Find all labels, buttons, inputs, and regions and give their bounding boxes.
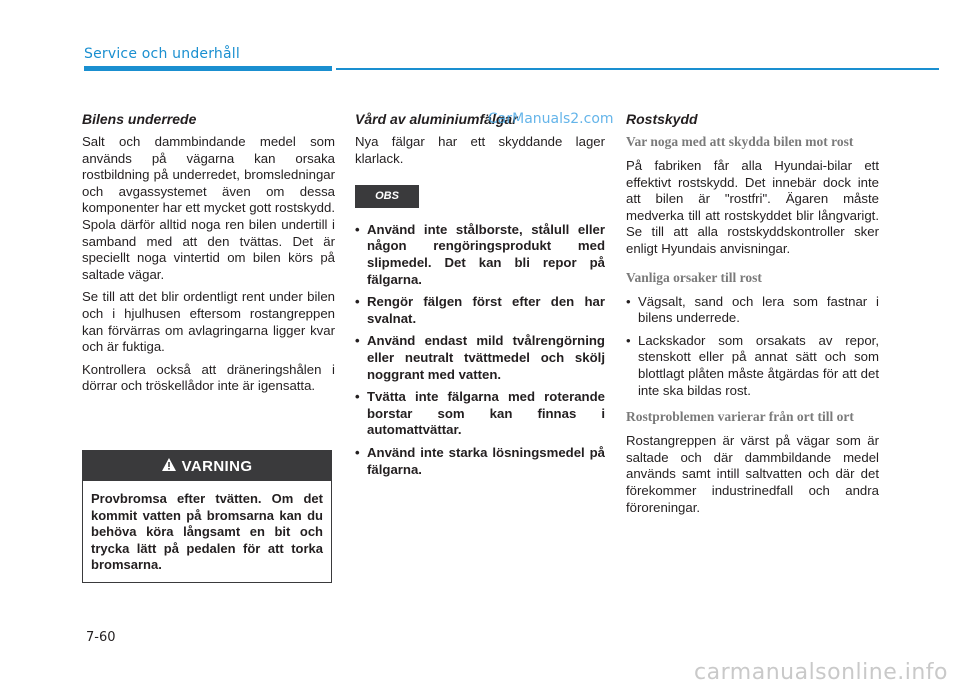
heading-rust-protection: Rostskydd: [626, 111, 698, 127]
heading-aluminium-wheels: Vård av aluminiumfälgar: [355, 111, 518, 127]
column-underbody: [82, 108, 335, 401]
header-rule-thick: [84, 66, 332, 71]
paragraph: Se till att det blir ordentligt rent under bilen och i hjulhusen eftersom rostangreppen kan förvärras om avlagringarna ligger kvar och är fuktiga.: [82, 289, 335, 355]
subheading: Vanliga orsaker till rost: [626, 269, 762, 285]
list-item: • Använd endast mild tvålrengörning eller neutralt tvättmedel och skölj noggrant med vatten.: [355, 333, 605, 382]
list-item: • Använd inte starka lösningsmedel på fälgarna.: [355, 444, 605, 477]
page-number: 7-60: [86, 630, 116, 645]
obs-badge: OBS: [355, 185, 419, 208]
paragraph: Rostangreppen är värst på vägar som är saltade och där dammbildande medel används samt intill saltvatten och där det förekommer industrinedfall och andra föroreningar.: [626, 433, 879, 515]
paragraph: Nya fälgar har ett skyddande lager klarlack.: [355, 134, 605, 166]
header-rule-thin: [336, 68, 939, 70]
column-aluminium-wheels: [355, 108, 605, 488]
subheading: Var noga med att skydda bilen mot rost: [626, 134, 854, 149]
list-item: • Vägsalt, sand och lera som fastnar i bilens underrede.: [626, 293, 879, 326]
warning-header: [83, 451, 331, 481]
paragraph: På fabriken får alla Hyundai-bilar ett effektivt rostskydd. Det innebär dock inte att bilen är "rostfri". Ägaren måste medverka till att rostskyddet blir långvarigt. Se till att alla rostskyddskontroller sker enligt Hyundais anvisningar.: [626, 158, 879, 256]
list-item: • Rengör fälgen först efter den har svalnat.: [355, 294, 605, 326]
rust-causes-list: [626, 294, 879, 400]
warning-title: VARNING: [181, 457, 253, 475]
paragraph: Salt och dammbindande medel som används på vägarna kan orsaka rostbildning på underredet, bromsledningar och avgassystemet även om dessa komponenter har ett mycket gott rostskydd. Spola därför alltid noga ren bilen undertill i samband med att den tvättas. Det är speciellt noga vintertid om bilen körs på saltade vägar.: [82, 134, 335, 282]
list-item: • Tvätta inte fälgarna med roterande borstar som kan finnas i automattvättar.: [355, 389, 605, 438]
warning-triangle-icon: [162, 458, 182, 475]
watermark-bottom: carmanualsonline.info: [694, 660, 948, 685]
heading-underbody: Bilens underrede: [82, 111, 197, 127]
list-item: • Lackskador som orsakats av repor, stenskott eller på annat sätt och som blottlagt plåten måste åtgärdas för att det inte ska bildas rost.: [626, 332, 879, 398]
warning-body: Provbromsa efter tvätten. Om det kommit vatten på bromsarna kan du behöva köra långsamt en bit och trycka lätt på pedalen för att torka bromsarna.: [91, 491, 323, 572]
list-item: • Använd inte stålborste, stålull eller någon rengöringsprodukt med slipmedel. Det kan bli repor på fälgarna.: [355, 221, 605, 287]
paragraph: Kontrollera också att dräneringshålen i dörrar och tröskellådor inte är igensatta.: [82, 361, 335, 394]
column-rust-protection: [626, 108, 879, 522]
obs-list: [355, 222, 605, 478]
watermark-center: CarManuals2.com: [488, 111, 614, 127]
subheading: Rostproblemen varierar från ort till ort: [626, 409, 854, 425]
warning-box: [82, 450, 332, 583]
section-header-title: Service och underhåll: [84, 46, 240, 62]
